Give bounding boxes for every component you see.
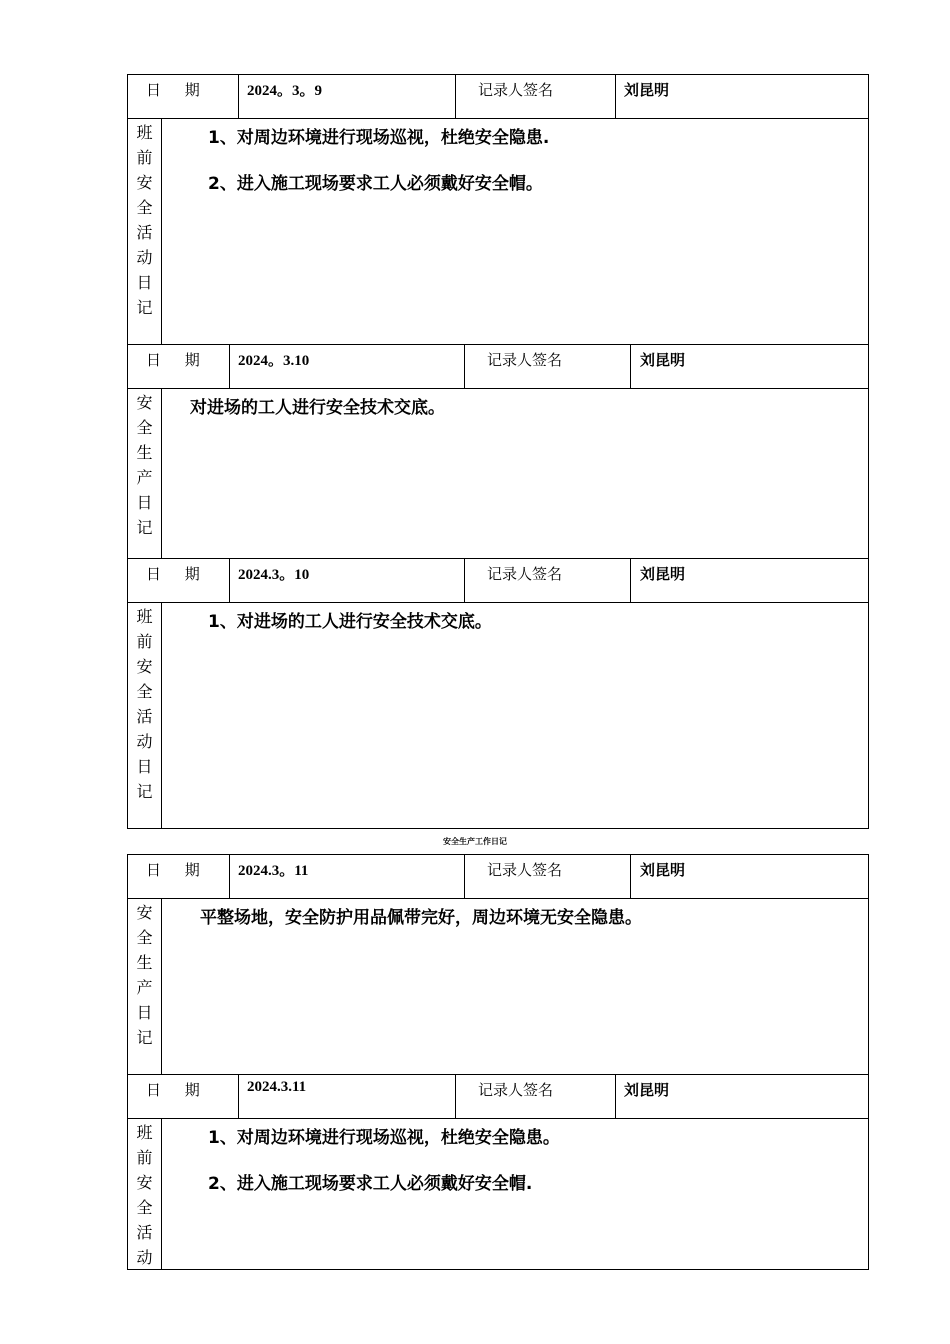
signer-value: 刘昆明 [640, 863, 686, 879]
side-label: 班 前 安 全 活 动 日 记 [128, 603, 162, 828]
side-label: 班 前 安 全 活 动 日 记 [128, 119, 162, 344]
content-line: 1、对周边环境进行现场巡视，杜绝安全隐患. [208, 128, 550, 148]
date-value: 2024。3。9 [247, 83, 323, 99]
header-row [127, 344, 869, 389]
date-label: 日 期 [146, 353, 210, 369]
date-value: 2024.3。10 [238, 567, 310, 583]
content-line: 平整场地，安全防护用品佩带完好，周边环境无安全隐患。 [200, 908, 642, 928]
header-row [127, 558, 869, 603]
header-row [127, 854, 869, 899]
date-label: 日 期 [146, 1083, 210, 1099]
date-value: 2024。3.10 [238, 353, 310, 369]
signer-value: 刘昆明 [624, 83, 670, 99]
content-row [127, 899, 869, 1075]
signer-label: 记录人签名 [487, 567, 563, 583]
content-row [127, 389, 869, 559]
content-row [127, 119, 869, 345]
signer-label: 记录人签名 [487, 863, 563, 879]
signer-value: 刘昆明 [624, 1083, 670, 1099]
signer-value: 刘昆明 [640, 567, 686, 583]
signer-label: 记录人签名 [478, 83, 554, 99]
content-row [127, 603, 869, 829]
signer-label: 记录人签名 [478, 1083, 554, 1099]
date-label: 日 期 [146, 863, 210, 879]
date-value: 2024.3.11 [247, 1079, 307, 1095]
content-line: 2、进入施工现场要求工人必须戴好安全帽. [208, 1174, 533, 1194]
date-value: 2024.3。11 [238, 863, 309, 879]
header-row [127, 74, 869, 119]
signer-value: 刘昆明 [640, 353, 686, 369]
signer-label: 记录人签名 [487, 353, 563, 369]
content-row [127, 1119, 869, 1270]
content-line: 2、进入施工现场要求工人必须戴好安全帽。 [208, 174, 543, 194]
side-label: 安 全 生 产 日 记 [128, 389, 162, 558]
side-label: 班 前 安 全 活 动 [128, 1119, 162, 1269]
content-line: 对进场的工人进行安全技术交底。 [190, 398, 445, 418]
page-title: 安全生产工作日记 [443, 837, 507, 846]
content-line: 1、对进场的工人进行安全技术交底。 [208, 612, 492, 632]
side-label: 安 全 生 产 日 记 [128, 899, 162, 1074]
date-label: 日 期 [146, 83, 210, 99]
content-line: 1、对周边环境进行现场巡视，杜绝安全隐患。 [208, 1128, 560, 1148]
date-label: 日 期 [146, 567, 210, 583]
header-row [127, 1074, 869, 1119]
